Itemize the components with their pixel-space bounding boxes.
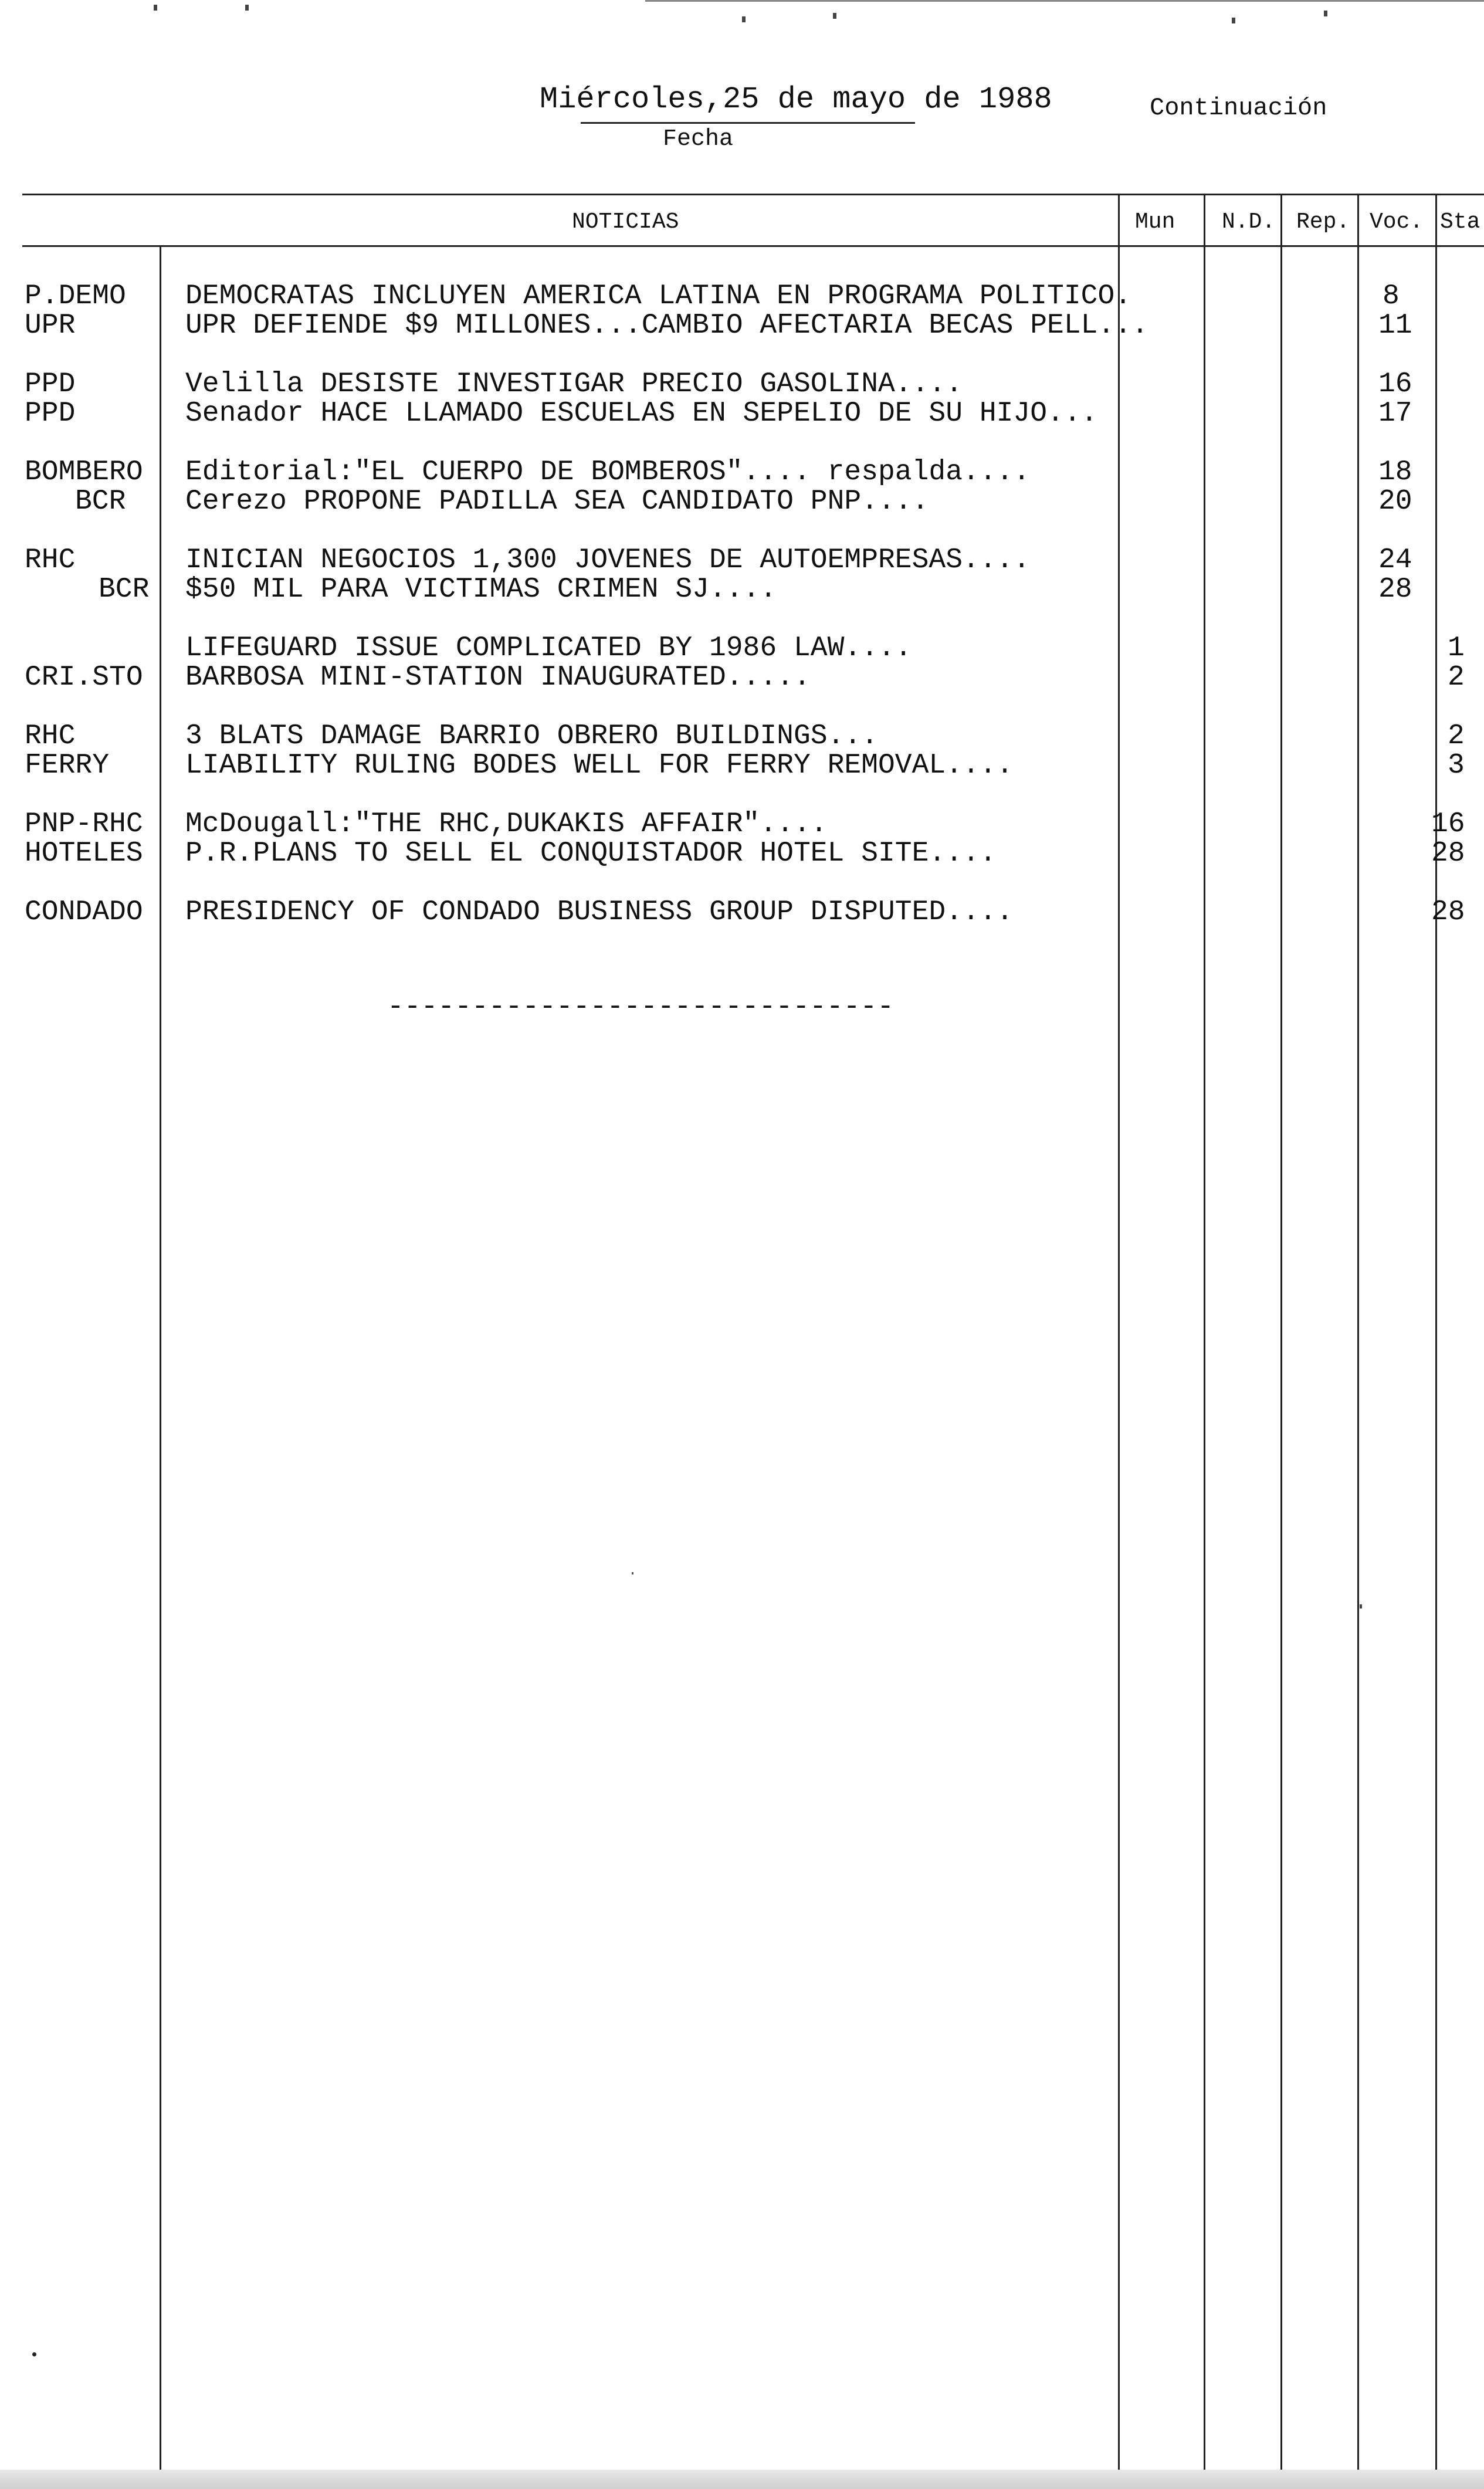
row-headline: PRESIDENCY OF CONDADO BUSINESS GROUP DISPUTED.... <box>185 896 1014 928</box>
table-header-rule <box>22 245 1484 247</box>
row-headline: BARBOSA MINI-STATION INAUGURATED..... <box>185 662 811 693</box>
row-code: PPD <box>25 398 76 429</box>
row-code: CRI.STO <box>25 662 143 693</box>
row-headline: P.R.PLANS TO SELL EL CONQUISTADOR HOTEL SITE.... <box>185 838 997 869</box>
scan-bottom-edge <box>0 2470 1484 2489</box>
row-code: FERRY <box>25 750 110 781</box>
row-headline: Editorial:"EL CUERPO DE BOMBEROS".... respalda.... <box>185 456 1031 488</box>
scan-speck <box>1360 1604 1362 1608</box>
divider-rep-voc <box>1357 194 1359 2470</box>
column-header-sta: Sta <box>1440 209 1480 235</box>
row-headline: UPR DEFIENDE $9 MILLONES...CAMBIO AFECTARIA BECAS PELL... <box>185 310 1148 341</box>
punch-mark <box>1232 18 1235 23</box>
row-voc-page: 28 <box>1378 574 1412 605</box>
divider-noticias-mun <box>1118 194 1120 2470</box>
document-date: Miércoles,25 de mayo de 1988 <box>540 82 1052 117</box>
row-sta-page: 1 <box>1448 632 1465 664</box>
row-code: PNP-RHC <box>25 808 143 840</box>
row-voc-page: 8 <box>1383 280 1400 312</box>
date-underline <box>581 122 915 124</box>
row-voc-page: 16 <box>1378 368 1412 400</box>
column-header-rep: Rep. <box>1296 209 1350 235</box>
row-sta-page: 2 <box>1448 720 1465 752</box>
divider-voc-sta <box>1435 194 1437 2470</box>
row-headline: DEMOCRATAS INCLUYEN AMERICA LATINA EN PROGRAMA POLITICO. <box>185 280 1132 312</box>
row-voc-page: 24 <box>1378 544 1412 576</box>
column-header-voc: Voc. <box>1370 209 1424 235</box>
top-scan-edge <box>645 0 1484 2</box>
row-headline: $50 MIL PARA VICTIMAS CRIMEN SJ.... <box>185 574 777 605</box>
row-code: BOMBERO <box>25 456 143 488</box>
row-headline: LIABILITY RULING BODES WELL FOR FERRY REMOVAL.... <box>185 750 1014 781</box>
column-header-nd: N.D. <box>1222 209 1276 235</box>
row-code: CONDADO <box>25 896 143 928</box>
row-headline: 3 BLATS DAMAGE BARRIO OBRERO BUILDINGS... <box>185 720 878 752</box>
divider-mun-nd <box>1204 194 1205 2470</box>
row-voc-page: 20 <box>1378 486 1412 517</box>
row-voc-page: 18 <box>1378 456 1412 488</box>
punch-mark <box>245 5 249 11</box>
row-headline: INICIAN NEGOCIOS 1,300 JOVENES DE AUTOEMPRESAS.... <box>185 544 1031 576</box>
scan-speck <box>632 1572 633 1574</box>
row-code: BCR <box>75 486 126 517</box>
row-headline: Senador HACE LLAMADO ESCUELAS EN SEPELIO DE SU HIJO... <box>185 398 1098 429</box>
row-code: P.DEMO <box>25 280 126 312</box>
row-headline: Cerezo PROPONE PADILLA SEA CANDIDATO PNP.... <box>185 486 929 517</box>
row-code: RHC <box>25 720 76 752</box>
divider-code-noticias <box>160 246 161 2470</box>
continuation-label: Continuación <box>1150 94 1327 122</box>
column-header-noticias: NOTICIAS <box>572 209 679 235</box>
column-header-mun: Mun <box>1135 209 1175 235</box>
punch-mark <box>833 13 836 19</box>
row-voc-page: 17 <box>1378 398 1412 429</box>
row-sta-page: 16 <box>1431 808 1465 840</box>
row-headline: Velilla DESISTE INVESTIGAR PRECIO GASOLINA.... <box>185 368 963 400</box>
scan-speck <box>32 2352 36 2356</box>
date-label: Fecha <box>663 126 734 153</box>
row-code: BCR <box>99 574 150 605</box>
row-voc-page: 11 <box>1378 310 1412 341</box>
punch-mark <box>742 16 746 22</box>
divider-nd-rep <box>1280 194 1282 2470</box>
row-code: UPR <box>25 310 76 341</box>
row-sta-page: 28 <box>1431 896 1465 928</box>
punch-mark <box>154 5 157 11</box>
row-code: PPD <box>25 368 76 400</box>
row-headline: McDougall:"THE RHC,DUKAKIS AFFAIR".... <box>185 808 828 840</box>
row-sta-page: 2 <box>1448 662 1465 693</box>
row-code: RHC <box>25 544 76 576</box>
end-of-list-rule: ------------------------------ <box>387 991 895 1023</box>
row-sta-page: 28 <box>1431 838 1465 869</box>
row-code: HOTELES <box>25 838 143 869</box>
punch-mark <box>1324 11 1327 16</box>
table-top-rule <box>22 194 1484 195</box>
row-headline: LIFEGUARD ISSUE COMPLICATED BY 1986 LAW.... <box>185 632 912 664</box>
row-sta-page: 3 <box>1448 750 1465 781</box>
